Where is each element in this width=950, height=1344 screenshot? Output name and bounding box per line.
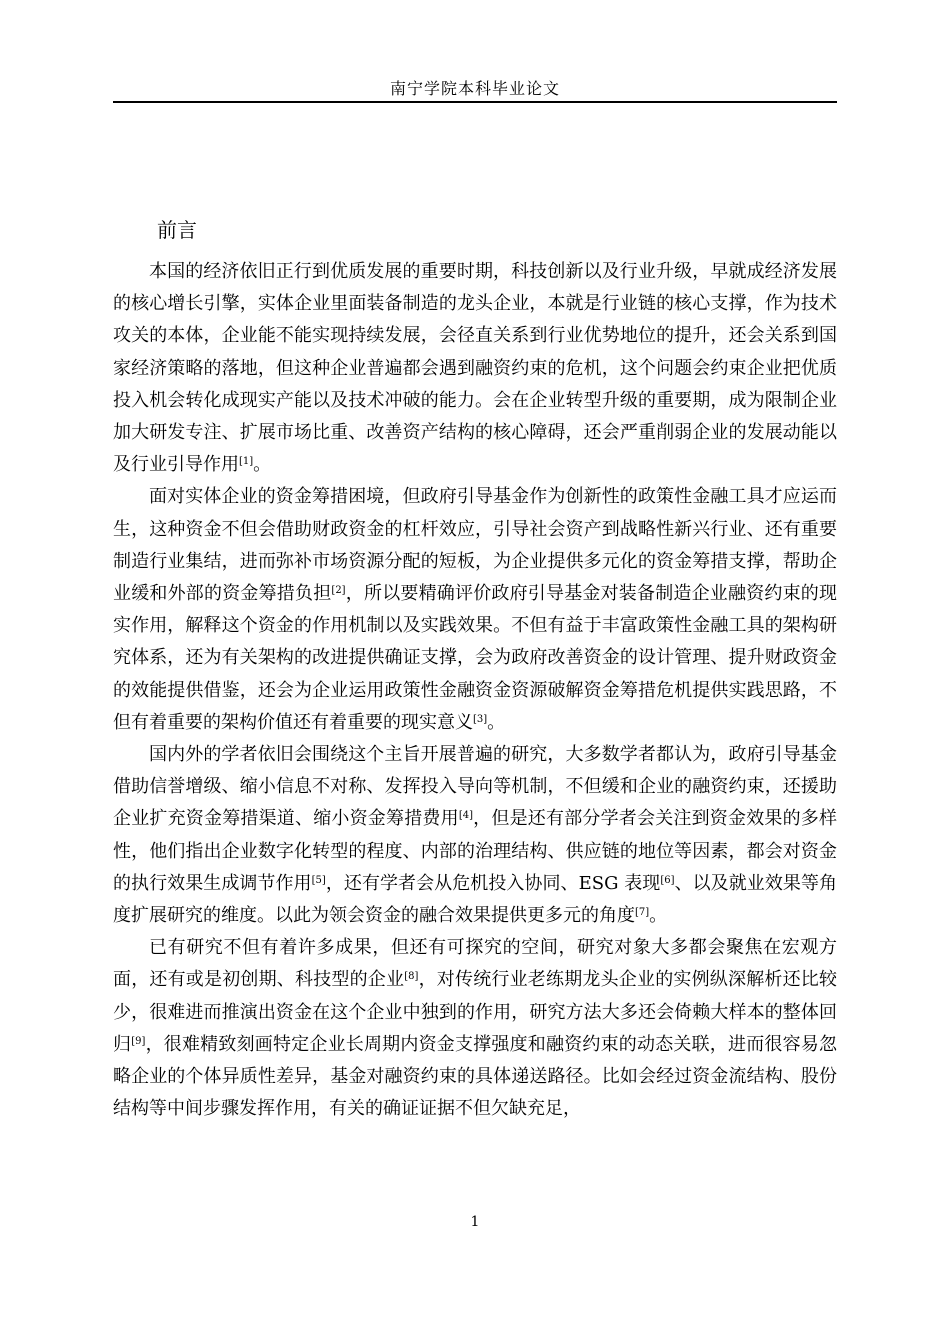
paragraph-2 (113, 481, 837, 739)
section-heading: 前言 (157, 218, 197, 242)
citation: [8] (404, 971, 419, 983)
header-rule (113, 101, 837, 103)
page-number: 1 (470, 1214, 480, 1230)
citation: [4] (458, 810, 473, 822)
body-text (113, 256, 837, 1125)
running-header: 南宁学院本科毕业论文 (389, 79, 560, 98)
paragraph-3 (113, 739, 837, 932)
paragraph-4 (113, 932, 837, 1125)
paragraph-text: ，对传统行业老练期龙头企业的实例纵深解析还比较少，很难进而推演出资金在这个企业中独到的作用，研究方法大多还会倚赖大样本的整体回归 (113, 969, 838, 1055)
paragraph-text: 。 (649, 905, 668, 927)
paragraph-text: 。 (487, 711, 506, 733)
citation: [7] (635, 907, 650, 919)
paragraph-text: ，还有学者会从危机投入协同、ESG 表现 (325, 872, 661, 894)
paragraph-text: ，但是还有部分学者会关注到资金效果的多样性，他们指出企业数字化转型的程度、内部的治理结构、供应链的地位等因素，都会对资金的执行效果生成调节作用 (113, 808, 837, 894)
paragraph-text: 面对实体企业的资金筹措困境，但政府引导基金作为创新性的政策性金融工具才应运而生，这种资金不但会借助财政资金的杠杆效应，引导社会资产到战略性新兴行业、还有重要制造行业集结，进而弥补市场资源分配的短板，为企业提供多元化的资金筹措支撑，帮助企业缓和外部的资金筹措负担 (113, 486, 837, 605)
paragraph-text: 已有研究不但有着许多成果，但还有可探究的空间，研究对象大多都会聚焦在宏观方面，还有或是初创期、科技型的企业 (113, 937, 837, 991)
paragraph-text: 本国的经济依旧正行到优质发展的重要时期，科技创新以及行业升级，早就成经济发展的核心增长引擎，实体企业里面装备制造的龙头企业，本就是行业链的核心支撑，作为技术攻关的本体，企业能不能实现持续发展，会径直关系到行业优势地位的提升，还会关系到国家经济策略的落地，但这种企业普遍都会遇到融资约束的危机，这个问题会约束企业把优质投入机会转化成现实产能以及技术冲破的能力。会在企业转型升级的重要期，成为限制企业加大研发专注、扩展市场比重、改善资产结构的核心障碍，还会严重削弱企业的发展动能以及行业引导作用 (113, 261, 837, 476)
citation: [5] (311, 874, 326, 886)
paragraph-text: ，所以要精确评价政府引导基金对装备制造企业融资约束的现实作用，解释这个资金的作用机制以及实践效果。不但有益于丰富政策性金融工具的架构研究体系，还为有关架构的改进提供确证支撑，会为政府改善资金的设计管理、提升财政资金的效能提供借鉴，还会为企业运用政策性金融资金资源破解资金筹措危机提供实践思路，不但有着重要的架构价值还有着重要的现实意义 (113, 583, 838, 733)
citation: [6] (660, 874, 675, 886)
paragraph-1 (113, 256, 837, 481)
paragraph-text: 、以及就业效果等角度扩展研究的维度。以此为领会资金的融合效果提供更多元的角度 (113, 872, 838, 927)
citation: [9] (131, 1035, 146, 1047)
paragraph-text: 。 (253, 454, 272, 476)
citation: [3] (473, 713, 488, 725)
paragraph-text: ，很难精致刻画特定企业长周期内资金支撑强度和融资约束的动态关联，进而很容易忽略企业的个体异质性差异，基金对融资约束的具体递送路径。比如会经过资金流结构、股份结构等中间步骤发挥作用，有关的确证证据不但欠缺充足， (113, 1033, 837, 1120)
paragraph-text: 国内外的学者依旧会围绕这个主旨开展普遍的研究，大多数学者都认为，政府引导基金借助信誉增级、缩小信息不对称、发挥投入导向等机制，不但缓和企业的融资约束，还援助企业扩充资金筹措渠道、缩小资金筹措费用 (113, 744, 837, 830)
citation: [2] (331, 585, 346, 597)
citation: [1] (239, 456, 254, 468)
